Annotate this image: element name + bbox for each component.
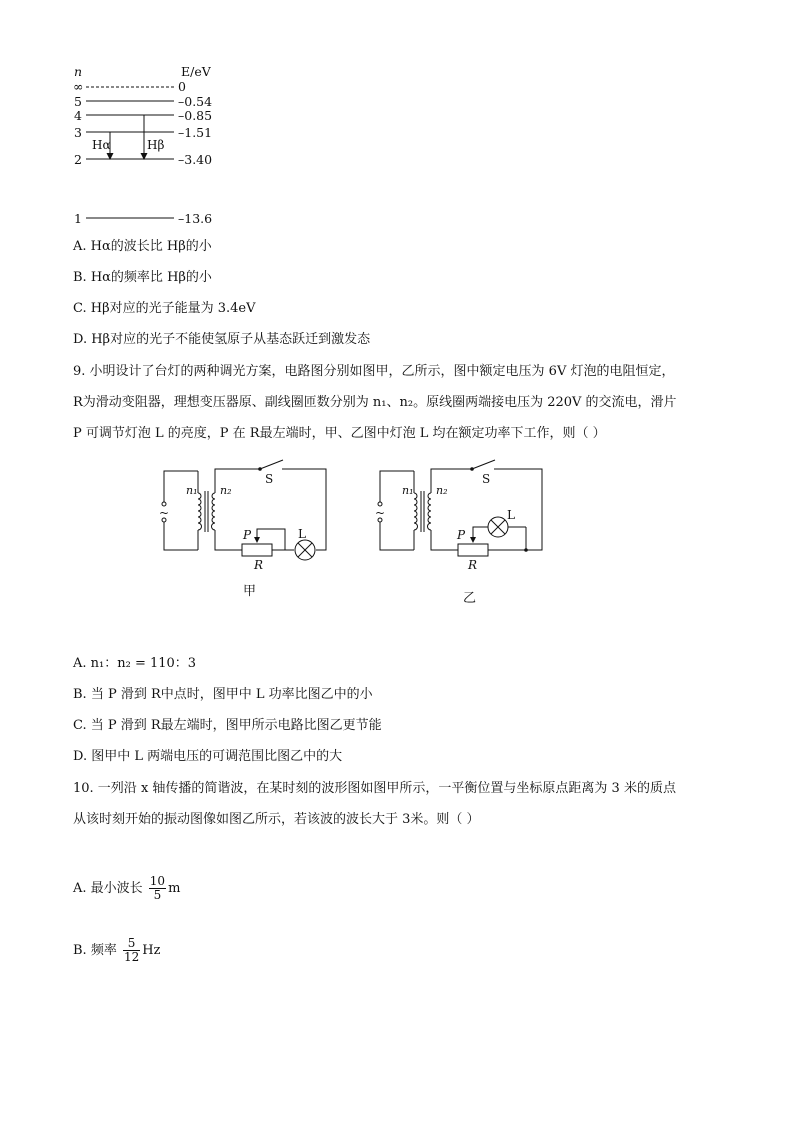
yi-lamp-label: L [507, 508, 515, 522]
q9-option-d: D. 图甲中 L 两端电压的可调范围比图乙中的大 [73, 749, 343, 764]
jia-switch-label: S [265, 472, 274, 486]
level-e-2: –3.40 [178, 152, 213, 167]
yi-resistor-label: R [468, 558, 478, 572]
level-n-5: 5 [74, 94, 82, 109]
q10-option-b-prefix: B. 频率 [73, 943, 117, 959]
figure-yi-caption: 乙 [463, 591, 477, 606]
q9-option-b: B. 当 P 滑到 R中点时，图甲中 L 功率比图乙中的小 [73, 687, 373, 702]
yi-n2-label: n₂ [436, 484, 448, 497]
q9-option-c: C. 当 P 滑到 R最左端时，图甲所示电路比图乙更节能 [73, 718, 382, 733]
q10-stem-line2: 从该时刻开始的振动图像如图乙所示，若该波的波长大于 3米。则（ ） [73, 812, 480, 827]
yi-switch-label: S [482, 472, 491, 486]
q10-option-a [73, 875, 180, 902]
level-e-3: –1.51 [178, 125, 213, 140]
jia-lamp-label: L [298, 527, 306, 541]
q10-option-b-unit: Hz [142, 943, 161, 959]
figure-jia-caption: 甲 [243, 584, 257, 599]
q8-option-b: B. Hα的频率比 Hβ的小 [73, 270, 212, 285]
e-axis-label: E/eV [181, 64, 211, 79]
q10-option-a-numerator: 10 [149, 874, 166, 888]
jia-n1-label: n₁ [186, 484, 198, 497]
q10-option-a-prefix: A. 最小波长 [73, 881, 143, 897]
level-n-3: 3 [74, 125, 82, 140]
yi-slider-label: P [457, 528, 466, 542]
q9-option-a: A. n₁：n₂ = 110：3 [73, 656, 197, 671]
yi-ac-symbol: ~ [375, 506, 386, 520]
level-e-1: –13.6 [178, 211, 213, 226]
q8-option-a: A. Hα的波长比 Hβ的小 [73, 239, 212, 254]
circuit-yi [366, 455, 566, 565]
level-e-inf: 0 [178, 79, 186, 94]
q9-stem-line3: P 可调节灯泡 L 的亮度，P 在 R最左端时，甲、乙图中灯泡 L 均在额定功率下工作，则（ ） [73, 426, 606, 441]
level-n-inf: ∞ [73, 79, 84, 94]
q10-stem-line1: 10. 一列沿 x 轴传播的简谐波，在某时刻的波形图如图甲所示，一平衡位置与坐标原点距离为 3 米的质点 [73, 781, 676, 796]
q10-option-a-unit: m [168, 881, 181, 897]
q10-option-b-numerator: 5 [123, 937, 140, 951]
q10-option-b-denominator: 12 [123, 950, 140, 965]
energy-level-lines [0, 0, 250, 230]
q9-stem-line1: 9. 小明设计了台灯的两种调光方案，电路图分别如图甲，乙所示，图中额定电压为 6V 灯泡的电阻恒定， [73, 364, 675, 379]
q10-option-a-denominator: 5 [153, 888, 162, 903]
level-n-4: 4 [74, 108, 82, 123]
q10-option-a-fraction [149, 875, 166, 902]
h-beta-label: Hβ [147, 138, 165, 152]
level-e-4: –0.85 [178, 108, 213, 123]
jia-ac-symbol: ~ [159, 506, 170, 520]
q9-stem-line2: R为滑动变阻器，理想变压器原、副线圈匝数分别为 n₁、n₂。原线圈两端接电压为 220V 的交流电，滑片 [73, 395, 677, 410]
circuit-jia [150, 455, 350, 565]
yi-n1-label: n₁ [402, 484, 414, 497]
q10-option-b-fraction [123, 937, 140, 964]
jia-slider-label: P [243, 528, 252, 542]
level-n-2: 2 [74, 152, 82, 167]
level-e-5: –0.54 [178, 94, 213, 109]
q10-option-b [73, 937, 160, 964]
q8-option-d: D. Hβ对应的光子不能使氢原子从基态跃迁到激发态 [73, 332, 371, 347]
jia-n2-label: n₂ [220, 484, 232, 497]
n-axis-label: n [74, 64, 83, 79]
q8-option-c: C. Hβ对应的光子能量为 3.4eV [73, 301, 256, 316]
level-n-1: 1 [74, 211, 82, 226]
jia-resistor-label: R [254, 558, 264, 572]
h-alpha-label: Hα [92, 138, 111, 152]
